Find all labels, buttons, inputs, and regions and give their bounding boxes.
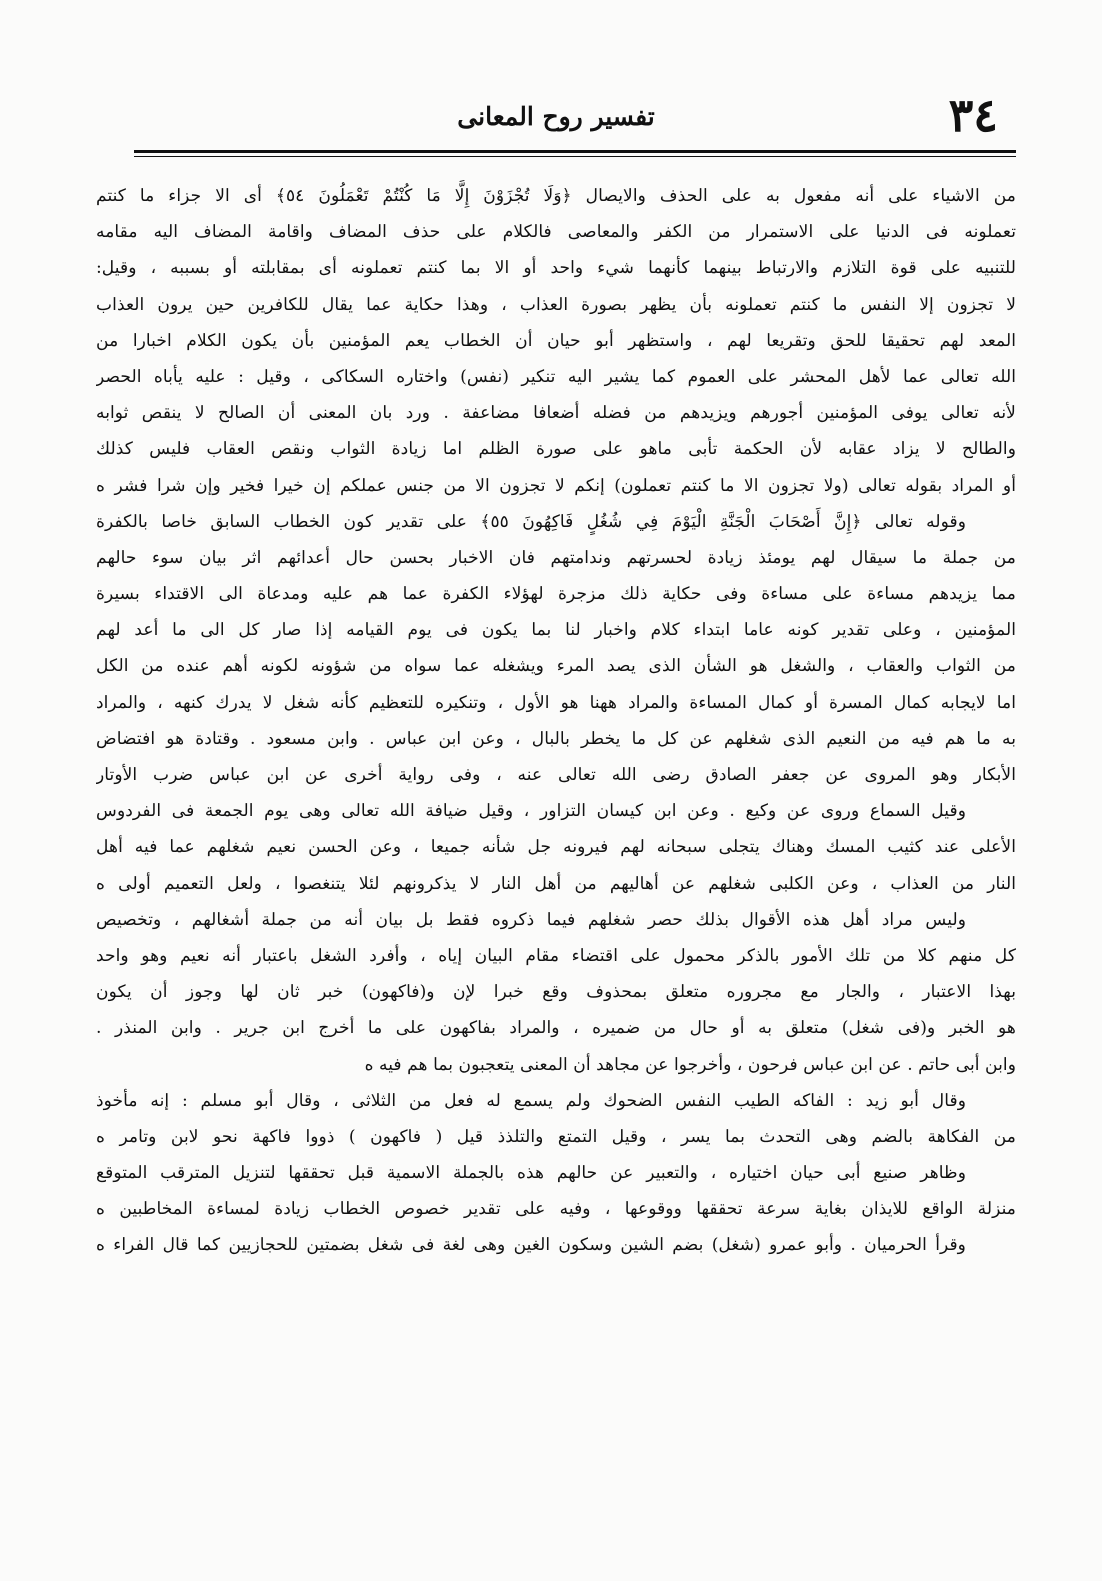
text-line: من الفكاهة بالضم وهى التحدث بما يسر ، وقيل التمتع والتلذذ قيل ( فاكهون ) ذووا فاكهة نحو لابن وتامر ه xyxy=(96,1126,1016,1147)
text-line: به ما هم فيه من النعيم الذى شغلهم عن كل ما يخطر بالبال ، وعن ابن عباس . وابن مسعود . وقتادة هو افتضاض xyxy=(96,728,1016,749)
text-line: وابن أبى حاتم . عن ابن عباس فرحون ، وأخرجوا عن مجاهد أن المعنى يتعجبون بما هم فيه ه xyxy=(364,1054,1016,1075)
text-line: وقرأ الحرميان . وأبو عمرو (شغل) بضم الشين وسكون الغين وهى لغة فى شغل بضمتين للحجازيين كما قال الفراء ه xyxy=(96,1235,966,1256)
text-line: من جملة ما سيقال لهم يومئذ زيادة لحسرتهم وندامتهم فان الاخبار بحسن حال أعدائهم اثر بيان سوء حالهم xyxy=(96,547,1016,568)
text-line: كل منهم كلا من تلك الأمور بالذكر محمول على اقتضاء مقام البيان إياه ، وأفرد الشغل باعتبار أنه نعيم وهو واحد xyxy=(96,945,1016,966)
header-rule-thick xyxy=(134,150,1016,153)
text-line: الله تعالى عما لأهل المحشر على العموم كما يشير اليه تنكير (نفس) واختاره السكاكى ، وقيل : عليه يأباه الحصر xyxy=(96,366,1016,387)
text-line: اما لايجابه كمال المسرة أو كمال المساءة والمراد ههنا هو الأول ، وتنكيره للتعظيم كأنه شغل لا يدرك كنهه ، والمراد xyxy=(96,692,1016,713)
text-line: من الاشياء على أنه مفعول به على الحذف والايصال ﴿وَلَا تُجْزَوْنَ إِلَّا مَا كُنْتُمْ تَعْمَلُونَ ٥٤﴾ أى الا جزاء ما كنتم xyxy=(96,186,1016,206)
text-line: وقال أبو زيد : الفاكه الطيب النفس الضحوك ولم يسمع له فعل من الثلاثى ، وقال أبو مسلم : إنه مأخوذ xyxy=(96,1090,966,1111)
text-line: مما يزيدهم مساءة على مساءة وفى حكاية ذلك مزجرة لهؤلاء الكفرة عما هم عليه ومدعاة الى الاقتداء بسيرة xyxy=(96,584,1016,605)
text-line: منزلة الواقع للايذان بغاية سرعة تحققها ووقوعها ، وفيه على تقدير خصوص الخطاب زيادة لمساءة المخاطبين ه xyxy=(96,1199,1016,1220)
book-page xyxy=(96,88,1016,1492)
text-line: النار من العذاب ، وعن الكلبى شغلهم عن أهاليهم من أهل النار لا يذكرونهم لئلا يتنغصوا ، ولعل التعميم أولى ه xyxy=(96,873,1016,894)
text-line: لا تجزون إلا النفس ما كنتم تعملونه بأن يظهر بصورة العذاب ، وهذا حكاية عما يقال للكافرين حين يرون العذاب xyxy=(96,294,1016,315)
header-rule-thin xyxy=(134,156,1016,157)
text-line: والطالح لا يزاد عقابه لأن الحكمة تأبى ماهو على صورة الظلم اما زيادة الثواب ونقص العقاب فليس كذلك xyxy=(96,439,1016,460)
text-line: وليس مراد أهل هذه الأقوال بذلك حصر شغلهم فيما ذكروه فقط بل بيان أنه من جملة أشغالهم ، وتخصيص xyxy=(96,909,966,930)
verse-line: وقوله تعالى ﴿إِنَّ أَصْحَابَ الْجَنَّةِ الْيَوْمَ فِي شُغُلٍ فَاكِهُونَ ٥٥﴾ على تقدير كون الخطاب السابق خاصا بالكفرة xyxy=(96,511,967,532)
text-line: من الثواب والعقاب ، والشغل هو الشأن الذى يصد المرء ويشغله عما سواه من شؤونه لكونه أهم عنده من الكل xyxy=(96,656,1016,677)
text-line: لأنه تعالى يوفى المؤمنين أجورهم ويزيدهم من فضله أضعافا مضاعفة . ورد بان المعنى أن الصالح لا ينقص ثوابه xyxy=(96,403,1016,424)
text-line: المعد لهم تحقيقا للحق وتقريعا لهم ، واستظهر أبو حيان أن الخطاب يعم المؤمنين بأن يكون الكلام اخبارا من xyxy=(96,330,1016,351)
text-line: المؤمنين ، وعلى تقدير كونه عاما ابتداء كلام واخبار لنا بما يكون فى يوم القيامه إذا صار كل الى ما أعد لهم xyxy=(96,620,1016,641)
text-line: الأعلى عند كثيب المسك وهناك يتجلى سبحانه لهم فيرونه جل شأنه جميعا ، وعن الحسن نعيم شغلهم عما فيه أهل xyxy=(96,837,1016,858)
page-number: ٣٤ xyxy=(948,88,998,142)
page-header xyxy=(96,88,1016,154)
text-line: وظاهر صنيع أبى حيان اختياره ، والتعبير عن حالهم هذه بالجملة الاسمية قبل تحققها لتنزيل المترقب المتوقع xyxy=(96,1163,966,1184)
text-line: أو المراد بقوله تعالى (ولا تجزون الا ما كنتم تعملون) إنكم لا تجزون الا من جنس عملكم إن خيرا فخير وإن شرا فشر ه xyxy=(96,475,1016,496)
text-line: للتنبيه على قوة التلازم والارتباط بينهما كأنهما شيء واحد أو الا بما كنتم تعملونه أى بمقابلته أو بسببه ، وقيل: xyxy=(96,258,1016,279)
text-line: بهذا الاعتبار ، والجار مع مجروره متعلق بمحذوف وقع خبرا لإن و(فاكهون) خبر ثان لها وجوز أن يكون xyxy=(96,982,1016,1003)
text-line: تعملونه فى الدنيا على الاستمرار من الكفر والمعاصى فالكلام على حذف المضاف واقامة المضاف اليه مقامه xyxy=(96,222,1016,243)
text-line: الأبكار وهو المروى عن جعفر الصادق رضى الله تعالى عنه ، وفى رواية أخرى عن ابن عباس ضرب الأوتار xyxy=(96,765,1016,785)
commentary-body xyxy=(96,178,1016,1264)
text-line: وقيل السماع وروى عن وكيع . وعن ابن كيسان التزاور ، وقيل ضيافة الله تعالى وهى يوم الجمعة فى الفردوس xyxy=(96,801,966,822)
running-title: تفسير روح المعانى xyxy=(457,102,655,131)
text-line: هو الخبر و(فى شغل) متعلق به أو حال من ضميره ، والمراد بفاكهون على ما أخرج ابن جرير . وابن المنذر . xyxy=(96,1018,1016,1039)
